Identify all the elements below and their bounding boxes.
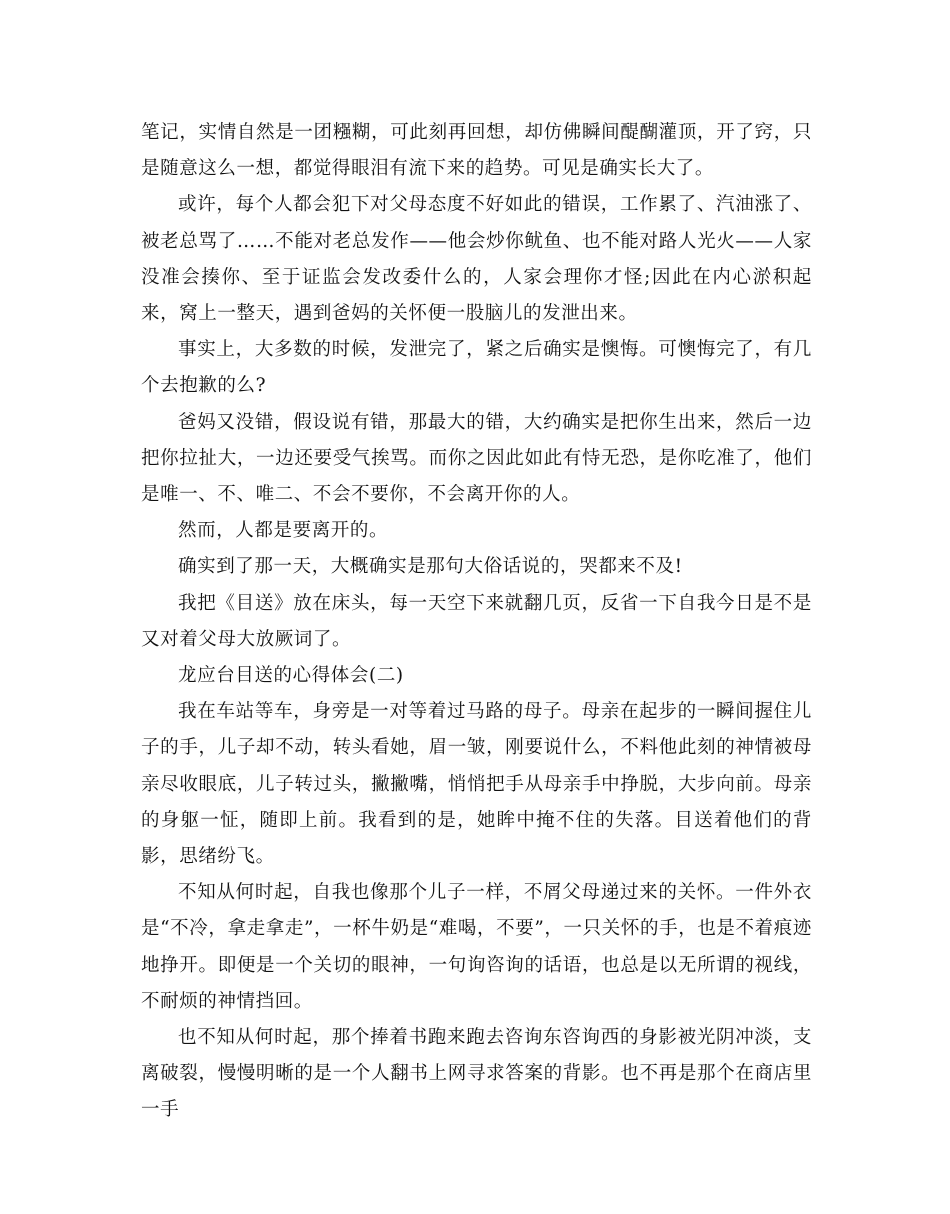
paragraph: 或许，每个人都会犯下对父母态度不好如此的错误，工作累了、汽油涨了、被老总骂了……不能对老总发作——他会炒你鱿鱼、也不能对路人光火——人家没准会揍你、至于证监会发改委什么的，人家会理你才怪;因此在内心淤积起来，窝上一整天，遇到爸妈的关怀便一股脑儿的发泄出来。 [141,194,812,325]
paragraph: 确实到了那一天，大概确实是那句大俗话说的，哭都来不及! [178,556,683,578]
paragraph: 爸妈又没错，假设说有错，那最大的错，大约确实是把你生出来，然后一边把你拉扯大，一边还要受气挨骂。而你之因此如此有恃无恐，是你吃准了，他们是唯一、不、唯二、不会不要你，不会离开你的人。 [141,411,812,506]
paragraph: 然而，人都是要离开的。 [178,520,389,542]
paragraph: 我把《目送》放在床头，每一天空下来就翻几页，反省一下自我今日是不是又对着父母大放厥词了。 [141,592,812,650]
paragraph: 也不知从何时起，那个捧着书跑来跑去咨询东咨询西的身影被光阴冲淡，支离破裂，慢慢明晰的是一个人翻书上网寻求答案的背影。也不再是那个在商店里一手 [141,1027,812,1121]
paragraph-continued: 笔记，实情自然是一团糨糊，可此刻再回想，却仿佛瞬间醍醐灌顶，开了窍，只是随意这么一想，都觉得眼泪有流下来的趋势。可见是确实长大了。 [141,122,812,180]
paragraph: 我在车站等车，身旁是一对等着过马路的母子。母亲在起步的一瞬间握住儿子的手，儿子却不动，转头看她，眉一皱，刚要说什么，不料他此刻的神情被母亲尽收眼底，儿子转过头，撇撇嘴，悄悄把手从母亲手中挣脱，大步向前。母亲的身躯一怔，随即上前。我看到的是，她眸中掩不住的失落。目送着他们的背影，思绪纷飞。 [141,701,812,868]
document-body [141,115,812,1129]
paragraph: 不知从何时起，自我也像那个儿子一样，不屑父母递过来的关怀。一件外衣是“不冷，拿走拿走”，一杯牛奶是“难喝，不要”，一只关怀的手，也是不着痕迹地挣开。即便是一个关切的眼神，一句询咨询的话语，也总是以无所谓的视线，不耐烦的神情挡回。 [141,882,812,1012]
paragraph: 事实上，大多数的时候，发泄完了，紧之后确实是懊悔。可懊悔完了，有几个去抱歉的么? [141,339,812,397]
section-heading: 龙应台目送的心得体会(二) [178,665,404,687]
